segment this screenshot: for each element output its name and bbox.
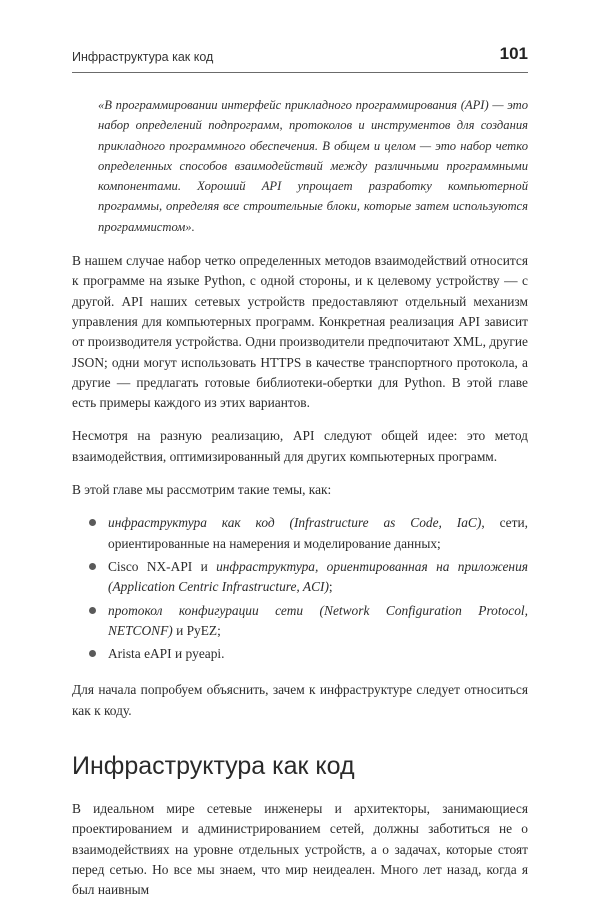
list-item-term: инфраструктура как код (Infrastructure as Code, IaC): [108, 515, 482, 531]
epigraph-quote: «В программировании интерфейс прикладного программирования (API) — это набор определений подпрограмм, протоколов и инструментов для создания прикладного программного обеспечения. В общем и целом — это набор четко определенных способов взаимодействий между различными программными компонентами. Хороший API упрощает разработку компьютерной программы, определяя все строительные блоки, которые затем используются программистом».: [98, 98, 528, 234]
paragraph-topics-intro: В этой главе мы рассмотрим такие темы, как:: [72, 482, 332, 498]
section-heading: Инфраструктура как код: [72, 752, 355, 781]
list-item-text: и PyEZ;: [172, 622, 221, 638]
list-item: [72, 644, 528, 664]
paragraph-section-intro: В идеальном мире сетевые инженеры и архитекторы, занимающиеся проектированием и администрированием сетей, должны заботиться не о взаимодействиях на уровне отдельных устройств, а о задачах, которые стоят перед сетью. Но все мы знаем, что мир неидеален. Много лет назад, когда я был наивным: [72, 801, 528, 898]
paragraph-closing: Для начала попробуем объяснить, зачем к инфраструктуре следует относиться как к коду.: [72, 682, 528, 718]
list-item-text: Arista eAPI и pyeapi.: [108, 646, 225, 662]
list-item: [72, 601, 528, 642]
list-item: [72, 513, 528, 554]
list-item-term: протокол конфигурации сети (Network Configuration Protocol, NETCONF): [108, 602, 528, 638]
running-header: [72, 44, 528, 73]
list-item-text: ;: [328, 579, 333, 595]
list-item: [72, 557, 528, 598]
topics-list: [72, 513, 528, 664]
running-title: Инфраструктура как код: [72, 50, 214, 64]
bullet-icon: [89, 607, 96, 614]
bullet-icon: [89, 519, 96, 526]
list-item-text: , сети, ориентированные на намерения и моделирование данных;: [108, 515, 528, 551]
bullet-icon: [89, 650, 96, 657]
bullet-icon: [89, 563, 96, 570]
page-number: 101: [499, 44, 528, 63]
paragraph-api-definition: В нашем случае набор четко определенных методов взаимодействий относится к программе на языке Python, с одной стороны, и к целевому устройству — с другой. API наших сетевых устройств предоставляют отдельный механизм управления для компьютерных программ. Конкретная реализация API зависит от производителя устройства. Одни производители предпочитают XML, другие JSON; одни могут использовать HTTPS в качестве транспортного протокола, а другие — предлагать готовые библиотеки-обертки для Python. В этой главе есть примеры каждого из этих вариантов.: [72, 253, 528, 411]
page-content: [72, 95, 528, 901]
list-item-text: Cisco NX-API и: [108, 558, 217, 574]
paragraph-api-idea: Несмотря на разную реализацию, API следуют общей идее: это метод взаимодействия, оптимизированный для других компьютерных программ.: [72, 428, 528, 464]
list-item-term: инфраструктура, ориентированная на приложения (Application Centric Infrastructure, ACI): [108, 558, 528, 595]
